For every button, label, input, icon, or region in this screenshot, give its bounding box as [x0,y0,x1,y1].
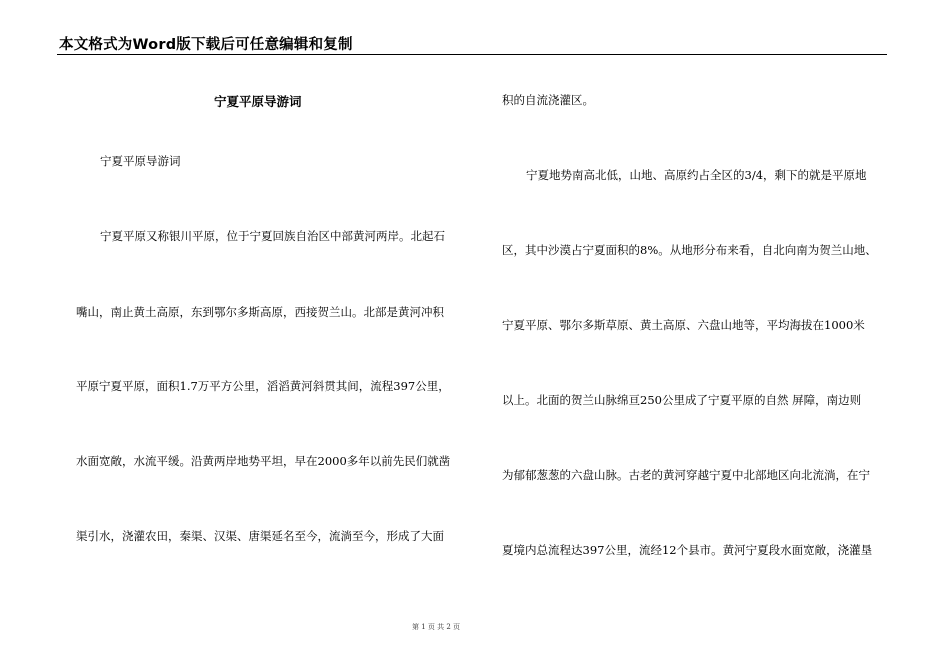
paragraph-line: 积的自流浇灌区。 [502,93,594,107]
paragraph-line: 平原宁夏平原，面积1.7万平方公里，滔滔黄河斜贯其间，流程397公里， [76,379,450,393]
document-header: 本文格式为Word版下载后可任意编辑和复制 [59,37,353,53]
paragraph-line: 宁夏地势南高北低，山地、高原约占全区的3/4，剩下的就是平原地 [526,168,867,182]
paragraph-line: 宁夏平原、鄂尔多斯草原、黄土高原、六盘山地等，平均海拔在1000米 [502,318,865,332]
paragraph-line: 宁夏平原又称银川平原，位于宁夏回族自治区中部黄河两岸。北起石 [100,229,445,243]
header-divider [57,54,887,55]
paragraph-line: 以上。北面的贺兰山脉绵亘250公里成了宁夏平原的自然 屏障，南边则 [502,393,862,407]
paragraph-line: 夏境内总流程达397公里，流经12个县市。黄河宁夏段水面宽敞，浇灌垦 [502,543,873,557]
paragraph-line: 渠引水，浇灌农田，秦渠、汉渠、唐渠延名至今，流淌至今，形成了大面 [76,529,444,543]
paragraph-line: 为郁郁葱葱的六盘山脉。古老的黄河穿越宁夏中北部地区向北流淌，在宁 [502,468,870,482]
paragraph-line: 水面宽敞，水流平缓。沿黄两岸地势平坦，早在2000多年以前先民们就凿 [76,454,451,468]
page-title: 宁夏平原导游词 [214,94,302,109]
paragraph-line: 宁夏平原导游词 [100,154,181,168]
paragraph-line: 嘴山，南止黄土高原，东到鄂尔多斯高原，西接贺兰山。北部是黄河冲积 [76,305,444,319]
paragraph-line: 区，其中沙漠占宁夏面积的8%。从地形分布来看，自北向南为贺兰山地、 [502,243,877,257]
page-number: 第 1 页 共 2 页 [412,623,461,631]
